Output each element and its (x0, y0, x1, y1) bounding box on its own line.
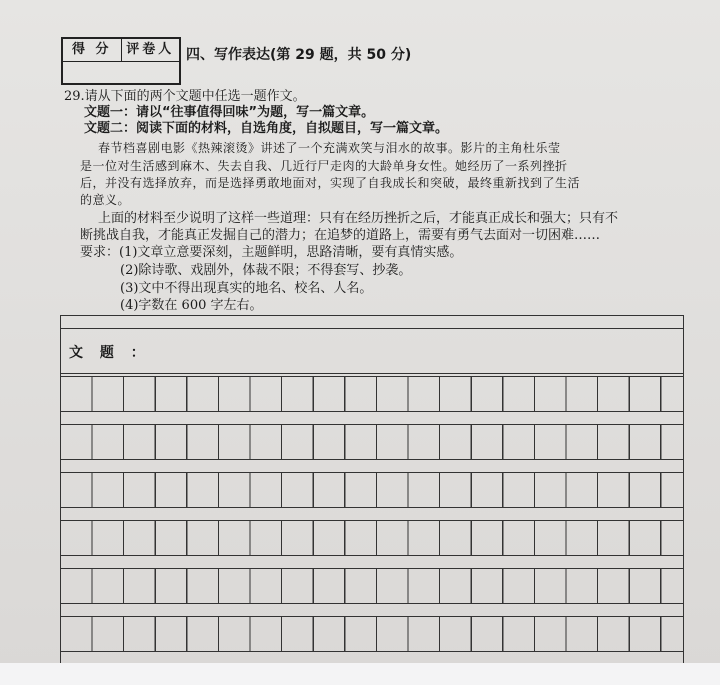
material-line: 的意义。 (80, 193, 131, 207)
material-line: 是一位对生活感到麻木、失去自我、几近行尸走肉的大龄单身女性。她经历了一系列挫折 (80, 159, 568, 173)
reflection-line: 上面的材料至少说明了这样一些道理：只有在经历挫折之后，才能真正成长和强大；只有不 (98, 211, 619, 226)
reflection-line: 断挑战自我，才能真正发掘自己的潜力；在追梦的道路上，需要有勇气去面对一切困难…… (80, 228, 601, 243)
score-label: 得 分 (71, 42, 112, 57)
photo-glare (0, 663, 720, 685)
composition-grid (60, 315, 684, 675)
grid-row[interactable] (61, 424, 683, 460)
material-line: 后，并没有选择放弃，而是选择勇敢地面对，实现了自我成长和突破，最终重新找到了生活 (80, 176, 581, 190)
grid-row[interactable] (61, 472, 683, 508)
grid-row[interactable] (61, 568, 683, 604)
requirement-line: (3)文中不得出现真实的地名、校名、人名。 (120, 281, 373, 296)
requirement-line: 要求：(1)文章立意要深刻，主题鲜明，思路清晰，要有真情实感。 (80, 245, 463, 260)
grader-label: 评卷人 (121, 39, 180, 61)
material-line: 春节档喜剧电影《热辣滚烫》讲述了一个充满欢笑与泪水的故事。影片的主角杜乐莹 (98, 141, 561, 155)
question-prompt: 29.请从下面的两个文题中任选一题作文。 (64, 89, 306, 104)
title-label: 文 题 ： (69, 345, 151, 361)
topic-two: 文题二：阅读下面的材料，自选角度，自拟题目，写一篇文章。 (84, 121, 449, 136)
requirement-line: (2)除诗歌、戏剧外，体裁不限；不得套写、抄袭。 (120, 263, 412, 278)
grid-row[interactable] (61, 520, 683, 556)
section-title: 四、写作表达(第 29 题，共 50 分) (186, 47, 412, 63)
score-box (61, 37, 181, 85)
grid-row[interactable] (61, 616, 683, 652)
grid-row[interactable] (61, 376, 683, 412)
topic-one: 文题一：请以“往事值得回味”为题，写一篇文章。 (84, 105, 375, 120)
title-row[interactable] (61, 328, 683, 374)
requirement-line: (4)字数在 600 字左右。 (120, 298, 263, 313)
